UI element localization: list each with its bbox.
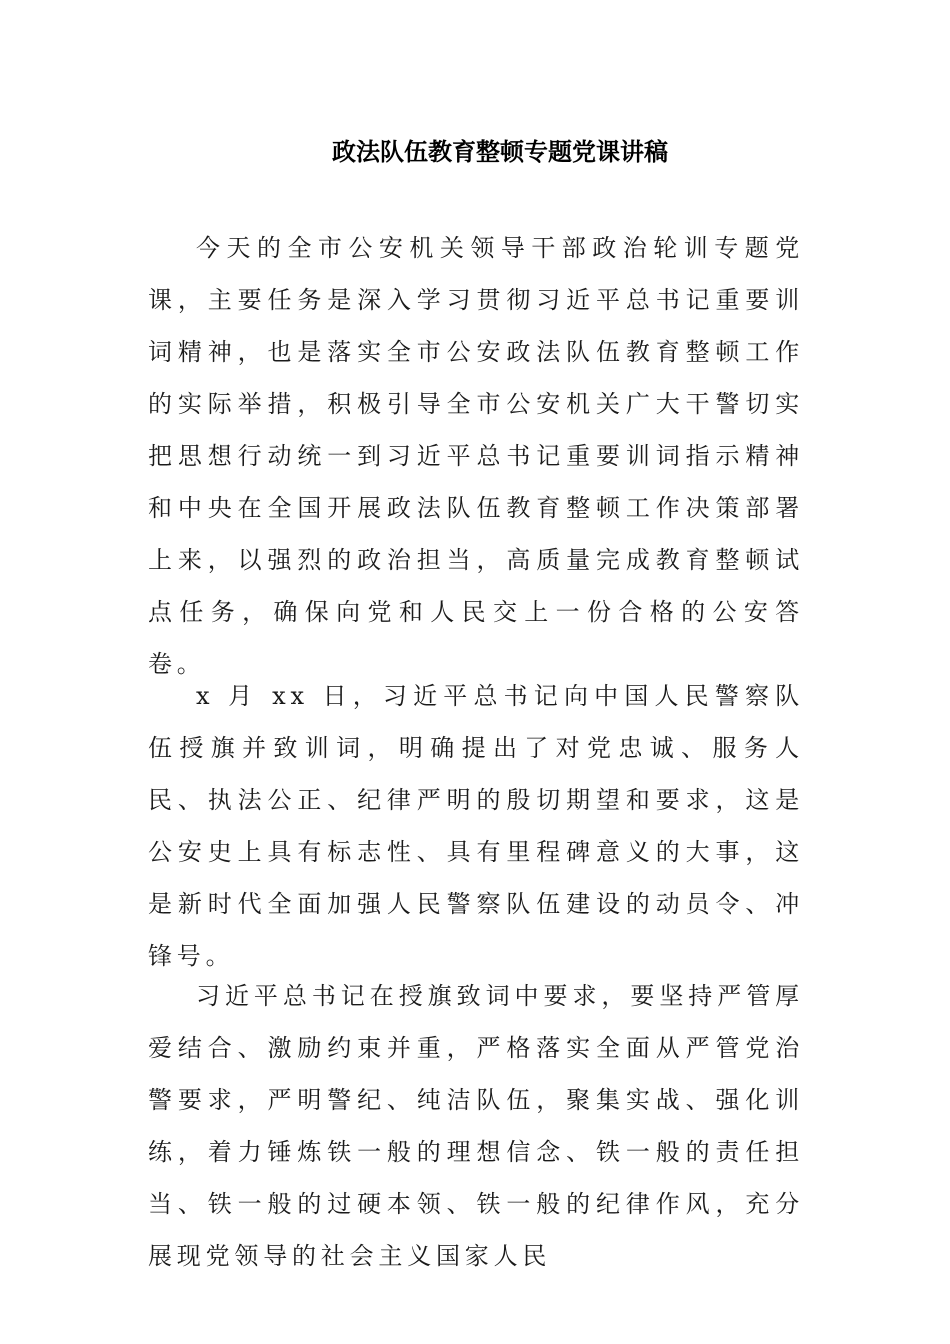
- paragraph-1: 今天的全市公安机关领导干部政治轮训专题党课，主要任务是深入学习贯彻习近平总书记重要训词精神，也是落实全市公安政法队伍教育整顿工作的实际举措，积极引导全市公安机关广大干警切实把思想行动统一到习近平总书记重要训词指示精神和中央在全国开展政法队伍教育整顿工作决策部署上来，以强烈的政治担当，高质量完成教育整顿试点任务，确保向党和人民交上一份合格的公安答卷。: [148, 234, 804, 678]
- paragraph-2: x 月 xx 日，习近平总书记向中国人民警察队伍授旗并致训词，明确提出了对党忠诚、服务人民、执法公正、纪律严明的殷切期望和要求，这是公安史上具有标志性、具有里程碑意义的大事，这是新时代全面加强人民警察队伍建设的动员令、冲锋号。: [148, 682, 804, 970]
- paragraph-3: 习近平总书记在授旗致词中要求，要坚持严管厚爱结合、激励约束并重，严格落实全面从严管党治警要求，严明警纪、纯洁队伍，聚集实战、强化训练，着力锤炼铁一般的理想信念、铁一般的责任担当、铁一般的过硬本领、铁一般的纪律作风，充分展现党领导的社会主义国家人民: [148, 982, 804, 1270]
- document-title: 政法队伍教育整顿专题党课讲稿: [332, 138, 668, 166]
